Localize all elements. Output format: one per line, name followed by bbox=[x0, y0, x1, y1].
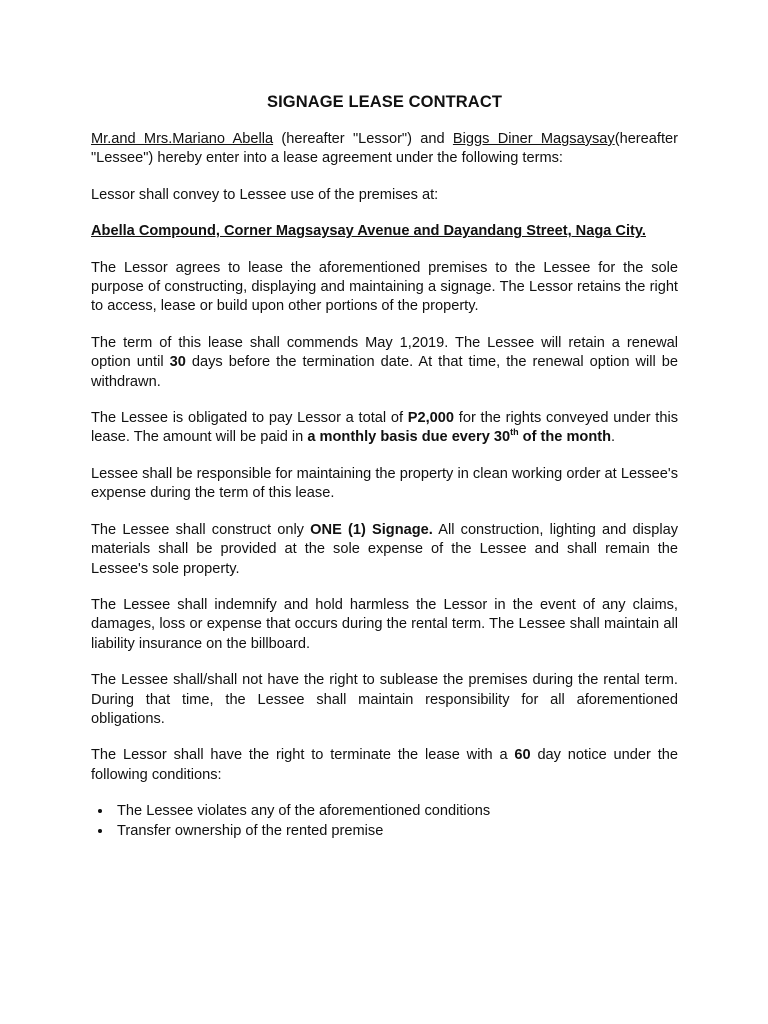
payment-schedule-sup: th bbox=[510, 427, 519, 438]
termination-text-2: day notice under the following conditions: bbox=[91, 747, 678, 783]
term-text-1: The term of this lease shall commends May 1,2019. The Lessee will retain a renewal option until bbox=[91, 334, 678, 371]
construction-text-1: The Lessee shall construct only bbox=[91, 521, 311, 538]
indemnity-paragraph: The Lessee shall indemnify and hold harmless the Lessor in the event of any claims, damages, loss or expense that occurs during the rental term. The Lessee shall maintain all liability insurance on the billboard. bbox=[91, 596, 678, 652]
payment-text-2: for the rights conveyed under this lease. The amount will be paid in bbox=[91, 410, 679, 446]
lessor-name: Mr.and Mrs.Mariano Abella bbox=[91, 131, 274, 147]
sublease-paragraph: The Lessee shall/shall not have the right to sublease the premises during the rental term. During that time, the Lessee shall maintain responsibility for all aforementioned obligations. bbox=[91, 672, 678, 727]
intro-paragraph bbox=[91, 130, 678, 169]
construction-paragraph bbox=[91, 521, 678, 579]
notice-days: 60 bbox=[514, 747, 531, 764]
payment-schedule-1: a monthly basis due every 30 bbox=[307, 429, 511, 446]
payment-schedule-2: of the month bbox=[518, 429, 612, 446]
payment-text-3: . bbox=[611, 429, 616, 446]
convey-paragraph: Lessor shall convey to Lessee use of the premises at: bbox=[91, 186, 439, 203]
payment-schedule bbox=[307, 429, 611, 445]
intro-text-1: (hereafter "Lessor") and bbox=[273, 131, 453, 147]
construction-text-2: All construction, lighting and display materials shall be provided at the sole expense of the Lessee and shall remain the Lessee's sole property. bbox=[91, 521, 678, 577]
payment-amount: P2,000 bbox=[407, 410, 455, 427]
term-paragraph bbox=[91, 334, 678, 392]
termination-text-1: The Lessor shall have the right to terminate the lease with a bbox=[91, 747, 515, 764]
termination-paragraph bbox=[91, 746, 678, 785]
term-text-2: days before the termination date. At that time, the renewal option will be withdrawn. bbox=[91, 354, 678, 390]
document-title: SIGNAGE LEASE CONTRACT bbox=[266, 93, 503, 111]
signage-count: ONE (1) Signage. bbox=[310, 521, 433, 538]
purpose-paragraph: The Lessor agrees to lease the aforementioned premises to the Lessee for the sole purpose of constructing, displaying and maintaining a signage. The Lessor retains the right to access, lease or build upon other portions of the property. bbox=[91, 259, 678, 315]
intro-text-2: (hereafter "Lessee") hereby enter into a lease agreement under the following terms: bbox=[91, 131, 678, 167]
renewal-days: 30 bbox=[169, 354, 186, 371]
payment-paragraph bbox=[91, 409, 678, 448]
maintenance-paragraph: Lessee shall be responsible for maintaining the property in clean working order at Lessee's expense during the term of this lease. bbox=[91, 465, 678, 502]
payment-text-1: The Lessee is obligated to pay Lessor a total of bbox=[91, 410, 408, 427]
lessee-name: Biggs Diner Magsaysay bbox=[452, 131, 615, 147]
condition-item: • Transfer ownership of the rented premise bbox=[113, 822, 678, 841]
conditions-list bbox=[91, 802, 678, 841]
condition-item: • The Lessee violates any of the aforementioned conditions bbox=[113, 802, 678, 821]
premises-address: Abella Compound, Corner Magsaysay Avenue and Dayandang Street, Naga City. bbox=[91, 223, 646, 240]
